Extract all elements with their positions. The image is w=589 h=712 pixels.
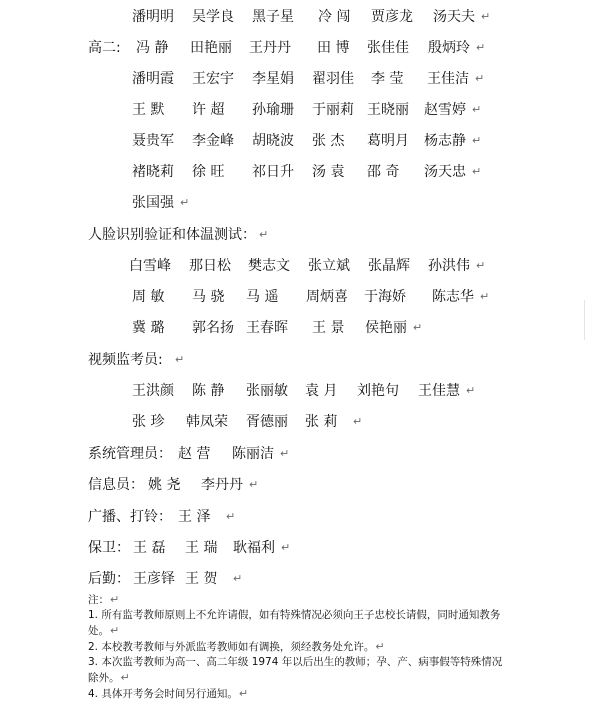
staff-name: 周炳喜: [306, 289, 348, 305]
staff-name: 吴学良: [192, 9, 234, 25]
staff-name: 樊志文: [248, 258, 290, 274]
staff-name: 于海娇: [364, 289, 406, 305]
staff-name: 王洪颜: [132, 383, 174, 399]
group-label: 后勤：: [88, 571, 130, 587]
staff-name: 王春晖: [246, 320, 288, 336]
staff-name: 白雪峰: [129, 258, 171, 274]
staff-name: 杨志静: [424, 133, 466, 149]
paragraph-mark-icon: ↵: [110, 593, 120, 606]
group-label: 系统管理员：: [88, 446, 172, 462]
staff-name: 张 莉: [305, 414, 338, 430]
staff-name: 孙瑜珊: [252, 102, 294, 118]
staff-name: 黑子星: [252, 9, 294, 25]
paragraph-mark-icon: ↵: [476, 41, 486, 54]
staff-name: 刘艳句: [357, 383, 399, 399]
staff-name: 张丽敏: [246, 383, 288, 399]
paragraph-mark-icon: ↵: [280, 447, 290, 460]
staff-name: 田艳丽: [190, 40, 232, 56]
paragraph-mark-icon: ↵: [475, 72, 485, 85]
staff-name: 邵 奇: [367, 164, 400, 180]
paragraph-mark-icon: ↵: [481, 10, 491, 23]
paragraph-mark-icon: ↵: [472, 103, 482, 116]
staff-name: 赵 营: [178, 446, 211, 462]
staff-name: 孙洪伟: [428, 258, 470, 274]
group-label: 保卫：: [88, 540, 130, 556]
staff-name: 陈 静: [192, 383, 225, 399]
staff-name: 王 默: [132, 102, 165, 118]
staff-name: 张国强: [132, 195, 174, 211]
staff-name: 潘明霞: [132, 71, 174, 87]
staff-name: 郭名扬: [192, 320, 234, 336]
staff-name: 马 遥: [246, 289, 279, 305]
staff-name: 周 敏: [132, 289, 165, 305]
staff-name: 李金峰: [192, 133, 234, 149]
staff-name: 赵雪婷: [424, 102, 466, 118]
paragraph-mark-icon: ↵: [110, 624, 120, 637]
paragraph-mark-icon: ↵: [233, 572, 243, 585]
group-label: 人脸识别验证和体温测试：: [88, 227, 256, 243]
staff-name: 潘明明: [132, 9, 174, 25]
note-item: 3. 本次监考教师为高一、高二年级 1974 年以后出生的教师；孕、产、病事假等特殊情况除外。↵: [88, 656, 503, 684]
staff-name: 韩凤荣: [186, 414, 228, 430]
staff-name: 王 瑞: [185, 540, 218, 556]
staff-name: 王 贺: [185, 571, 218, 587]
staff-name: 徐 旺: [192, 164, 225, 180]
staff-name: 李 莹: [371, 71, 404, 87]
notes-title: 注：↵: [88, 593, 120, 606]
paragraph-mark-icon: ↵: [375, 640, 385, 653]
group-label: 视频监考员:: [88, 352, 163, 368]
staff-name: 田 博: [317, 40, 350, 56]
staff-name: 汤天夫: [433, 9, 475, 25]
staff-name: 袁 月: [305, 383, 338, 399]
staff-name: 王彦铎: [133, 571, 175, 587]
staff-name: 李星娟: [252, 71, 294, 87]
staff-name: 陈志华: [432, 289, 474, 305]
staff-name: 褚晓莉: [132, 164, 174, 180]
paragraph-mark-icon: ↵: [249, 478, 259, 491]
paragraph-mark-icon: ↵: [480, 290, 490, 303]
staff-name: 王宏宇: [192, 71, 234, 87]
staff-name: 王 景: [312, 320, 345, 336]
staff-name: 姚 尧: [148, 477, 181, 493]
staff-name: 胥德丽: [246, 414, 288, 430]
staff-name: 于丽莉: [312, 102, 354, 118]
note-item: 1. 所有监考教师原则上不允许请假，如有特殊情况必须向王子忠校长请假，同时通知教务处。↵: [88, 609, 501, 637]
paragraph-mark-icon: ↵: [413, 321, 423, 334]
paragraph-mark-icon: ↵: [226, 510, 236, 523]
staff-name: 聂贵军: [132, 133, 174, 149]
staff-name: 殷炳玲: [428, 40, 470, 56]
staff-name: 葛明月: [367, 133, 409, 149]
staff-name: 冀 璐: [132, 320, 165, 336]
page-edge-line: [584, 300, 585, 340]
staff-name: 马 骁: [192, 289, 225, 305]
paragraph-mark-icon: ↵: [175, 353, 185, 366]
paragraph-mark-icon: ↵: [466, 384, 476, 397]
staff-name: 王 泽: [178, 509, 211, 525]
paragraph-mark-icon: ↵: [180, 196, 190, 209]
staff-name: 张 杰: [312, 133, 345, 149]
paragraph-mark-icon: ↵: [281, 541, 291, 554]
staff-name: 汤 袁: [312, 164, 345, 180]
staff-name: 李丹丹: [201, 477, 243, 493]
note-item: 4. 具体开考务会时间另行通知。↵: [88, 687, 249, 700]
staff-name: 那日松: [189, 258, 231, 274]
paragraph-mark-icon: ↵: [472, 134, 482, 147]
staff-name: 王 磊: [133, 540, 166, 556]
staff-name: 张晶辉: [368, 258, 410, 274]
group-label: 高二:: [88, 40, 121, 56]
staff-name: 张立斌: [308, 258, 350, 274]
staff-name: 冯 静: [136, 40, 169, 56]
staff-name: 王丹丹: [249, 40, 291, 56]
staff-name: 耿福利: [233, 540, 275, 556]
staff-name: 王佳慧: [418, 383, 460, 399]
staff-name: 张佳佳: [367, 40, 409, 56]
staff-name: 侯艳丽: [365, 320, 407, 336]
staff-name: 贾彦龙: [371, 9, 413, 25]
staff-name: 许 超: [192, 102, 225, 118]
paragraph-mark-icon: ↵: [238, 687, 249, 700]
paragraph-mark-icon: ↵: [472, 165, 482, 178]
staff-name: 张 珍: [132, 414, 165, 430]
staff-name: 王晓丽: [367, 102, 409, 118]
paragraph-mark-icon: ↵: [120, 671, 130, 684]
staff-name: 冷 闯: [318, 9, 351, 25]
paragraph-mark-icon: ↵: [476, 259, 486, 272]
staff-name: 陈丽洁: [232, 446, 274, 462]
staff-name: 汤天忠: [424, 164, 466, 180]
staff-name: 胡晓波: [252, 133, 294, 149]
staff-name: 翟羽佳: [312, 71, 354, 87]
note-item: 2. 本校教考教师与外派监考教师如有调换，须经教务处允许。↵: [88, 640, 385, 653]
group-label: 信息员：: [88, 477, 144, 493]
paragraph-mark-icon: ↵: [353, 415, 363, 428]
paragraph-mark-icon: ↵: [259, 228, 269, 241]
group-label: 广播、打铃：: [88, 509, 172, 525]
staff-name: 祁日升: [252, 164, 294, 180]
staff-name: 王佳洁: [427, 71, 469, 87]
